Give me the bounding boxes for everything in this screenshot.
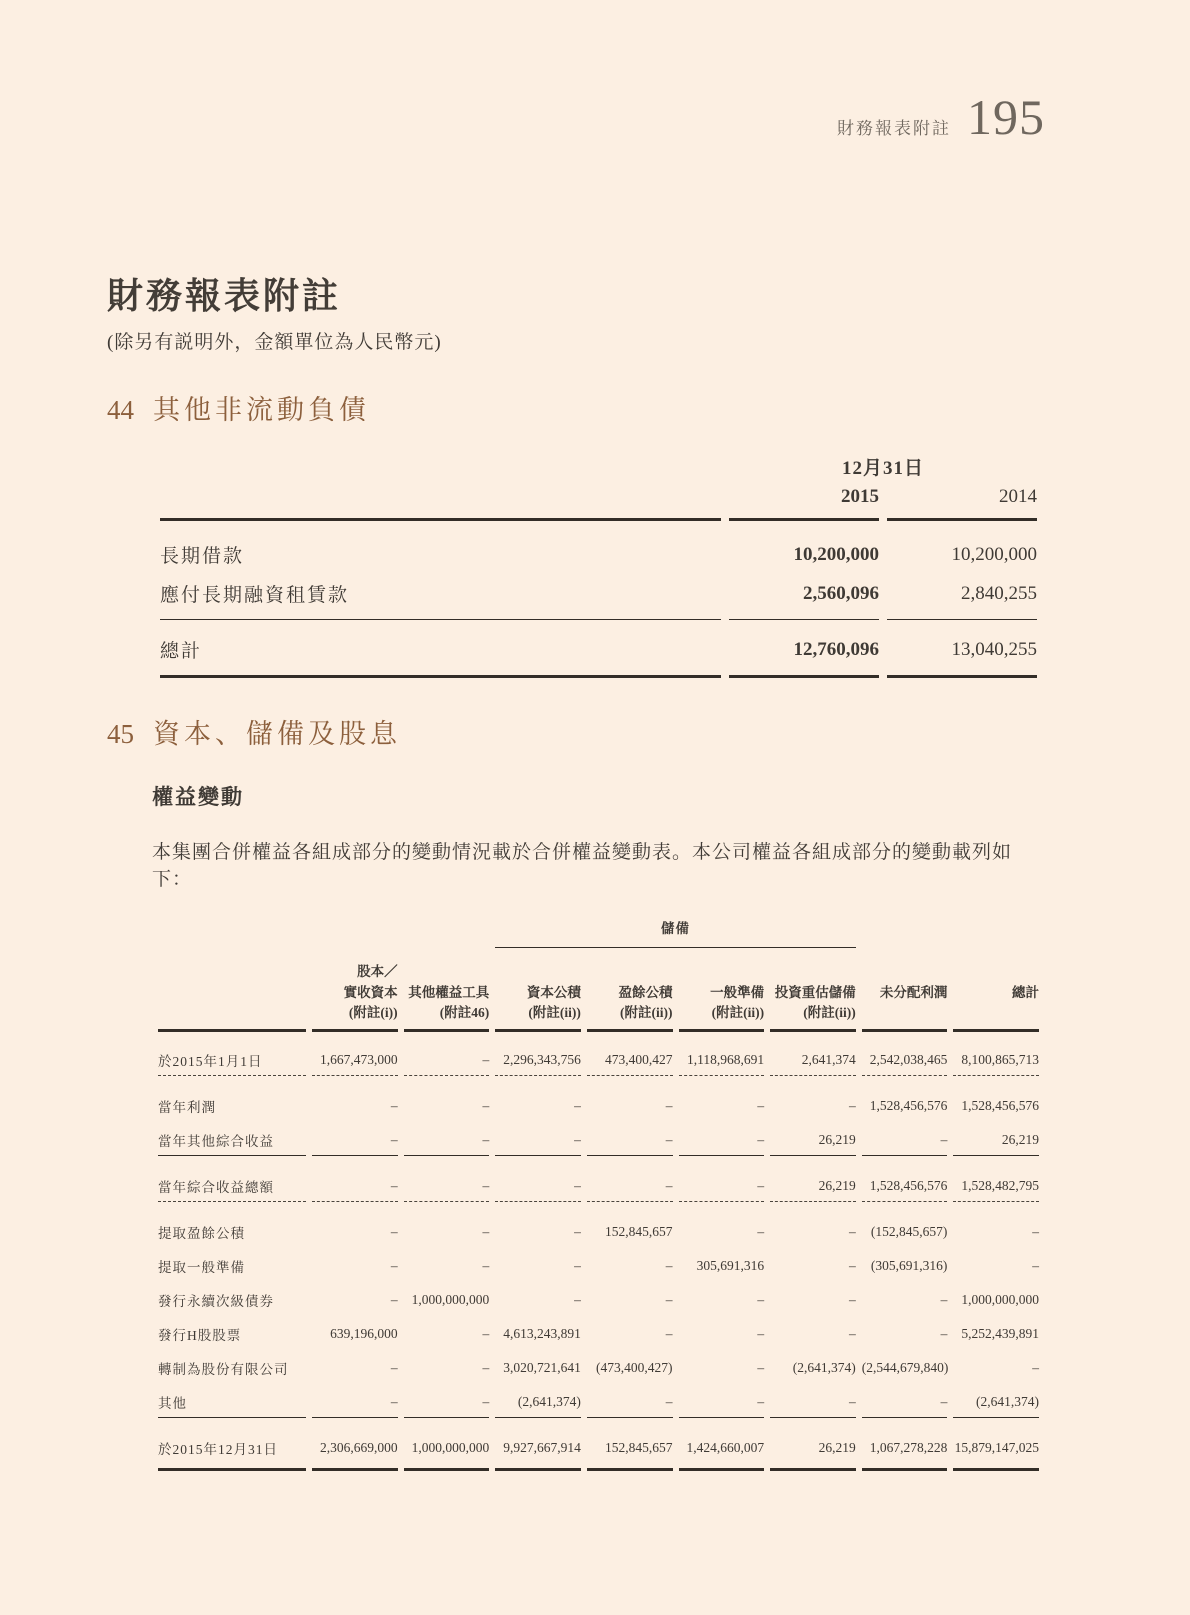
equity-row-value: – [404,1121,490,1156]
equity-row-label: 轉制為股份有限公司 [158,1362,289,1377]
equity-row-value: – [849,1292,856,1307]
equity-row-value: 5,252,439,891 [961,1326,1039,1341]
table1-row-value-2014: 10,200,000 [951,543,1037,565]
table1-date-header: 12月31日 [841,458,924,479]
equity-row-value: (305,691,316) [870,1258,948,1273]
equity-row-value: – [757,1326,765,1341]
equity-column-header-note: (附註46) [439,1004,490,1020]
equity-row-label: 當年綜合收益總額 [158,1156,306,1202]
equity-column-header [495,948,581,1032]
section-44-number: 44 [107,395,134,425]
equity-row-value: – [679,1121,765,1156]
equity-row-value: 1,424,660,007 [679,1418,765,1471]
equity-row-value: 1,528,456,576 [862,1156,948,1202]
table1-total-2015: 12,760,096 [729,620,879,678]
equity-row-value: 152,845,657 [605,1224,673,1239]
equity-row-value: 1,067,278,228 [862,1418,948,1471]
equity-column-header-note [862,1003,948,1023]
equity-table-header [158,919,1039,1032]
table1-row-value-2015: 2,560,096 [729,571,879,620]
equity-row-value: 1,000,000,000 [411,1292,490,1307]
equity-row-value: (2,641,374) [792,1360,856,1375]
spacer-cell [160,486,721,521]
equity-column-header-extra: 股本／ [357,964,398,980]
equity-column-header-extra [404,962,490,982]
equity-row-label: 當年其他綜合收益 [158,1121,306,1156]
equity-row-value: – [312,1156,398,1202]
equity-row-value: – [849,1326,856,1341]
equity-row-value: – [940,1292,948,1307]
equity-column-header-note: (附註(ii)) [803,1004,856,1020]
equity-row-value: 8,100,865,713 [953,1032,1039,1076]
equity-row-value: – [849,1098,856,1113]
equity-column-header-name: 實收資本 [343,984,398,1000]
equity-row-value: – [1032,1224,1039,1239]
equity-row-label: 提取盈餘公積 [158,1226,245,1241]
table1-row [160,521,1037,571]
table1-total-2014: 13,040,255 [887,620,1037,678]
equity-row-value: – [587,1383,673,1418]
equity-row-value: 473,400,427 [587,1032,673,1076]
spacer-cell [160,453,721,486]
other-noncurrent-liabilities-table [152,453,1045,678]
equity-row-value: – [679,1383,765,1418]
equity-row-value: – [390,1224,398,1239]
equity-table-row [158,1281,1039,1315]
equity-row-value: – [665,1258,673,1273]
running-header-label: 財務報表附註 [837,119,951,138]
equity-row-value: (2,641,374) [953,1383,1039,1418]
equity-row-label: 其他 [158,1383,306,1418]
table1-date-row [160,453,1037,486]
equity-column-header-note: (附註(ii)) [711,1004,765,1020]
running-header [837,88,1045,146]
equity-row-value: – [757,1292,765,1307]
equity-row-value: – [482,1360,490,1375]
equity-column-header-name: 總計 [1012,984,1039,1000]
equity-column-header-name: 未分配利潤 [879,984,948,1000]
table1-row-value-2014: 2,840,255 [887,571,1037,620]
equity-row-value: – [757,1360,765,1375]
equity-row-value: – [1032,1360,1039,1375]
table1-col-2015: 2015 [729,486,879,521]
table1-total [160,620,1037,678]
page-number: 195 [967,89,1045,145]
equity-row-value: – [849,1258,856,1273]
section-44-title: 其他非流動負債 [153,395,370,425]
equity-row-value: – [665,1098,673,1113]
equity-row-value: – [482,1098,490,1113]
equity-column-header-note: (附註(ii)) [620,1004,673,1020]
equity-row-label: 當年利潤 [158,1100,216,1115]
section-45-number: 45 [107,719,134,749]
equity-row-value: 1,118,968,691 [679,1032,765,1076]
equity-row-value: – [665,1292,673,1307]
page-content [107,268,1045,1471]
equity-table-row [158,1202,1039,1247]
equity-table-row [158,1247,1039,1281]
equity-row-label: 於2015年12月31日 [158,1418,306,1471]
page-title: 財務報表附註 [107,276,342,316]
equity-row-value: (2,641,374) [495,1383,581,1418]
equity-row-value: 1,000,000,000 [404,1418,490,1471]
equity-row-value: 9,927,667,914 [495,1418,581,1471]
equity-table-row [158,1032,1039,1076]
equity-row-value: – [482,1258,490,1273]
equity-row-value: – [390,1258,398,1273]
spacer-cell [158,919,489,948]
equity-row-value: – [940,1326,948,1341]
equity-column-header-extra [953,962,1039,982]
equity-column-header-name: 投資重估儲備 [774,984,856,1000]
equity-row-value: – [404,1032,490,1076]
equity-table-row [158,1121,1039,1156]
equity-row-value: 2,306,669,000 [312,1418,398,1471]
equity-row-value: – [312,1383,398,1418]
equity-row-value: 1,000,000,000 [961,1292,1039,1307]
spacer-cell [862,919,1039,948]
equity-row-value: – [574,1258,581,1273]
equity-row-value: 26,219 [770,1418,856,1471]
section-45-heading [107,712,1045,751]
page-subtitle: (除另有説明外，金額單位為人民幣元) [107,332,442,353]
equity-row-label: 提取一般準備 [158,1260,245,1275]
equity-column-header [679,948,765,1032]
equity-row-value: – [390,1292,398,1307]
equity-row-value: – [574,1098,581,1113]
equity-column-header [953,948,1039,1032]
equity-row-value: – [390,1098,398,1113]
equity-row-value: 1,528,456,576 [869,1098,948,1113]
equity-row-value: – [849,1224,856,1239]
equity-row-value: – [757,1098,765,1113]
equity-row-label: 發行H股股票 [158,1328,242,1343]
equity-table-row [158,1349,1039,1383]
equity-row-value: 15,879,147,025 [953,1418,1039,1471]
equity-row-value: 3,020,721,641 [503,1360,581,1375]
equity-row-value: 1,528,456,576 [961,1098,1039,1113]
equity-column-headers-row [158,948,1039,1032]
equity-row-value: 26,219 [770,1156,856,1202]
equity-column-header-note: (附註(ii)) [528,1004,581,1020]
equity-row-value: – [587,1121,673,1156]
equity-row-value: 639,196,000 [330,1326,398,1341]
equity-row-label: 於2015年1月1日 [158,1032,306,1076]
equity-row-value: 1,667,473,000 [312,1032,398,1076]
equity-row-value: 26,219 [770,1121,856,1156]
equity-row-value: – [390,1360,398,1375]
equity-row-value: – [312,1121,398,1156]
equity-column-header-extra [679,962,765,982]
equity-movement-table [152,919,1045,1471]
equity-column-header-name: 其他權益工具 [408,984,490,1000]
equity-row-value: – [404,1156,490,1202]
equity-row-value: (473,400,427) [596,1360,673,1375]
equity-row-value: – [862,1121,948,1156]
equity-row-value: 2,641,374 [770,1032,856,1076]
equity-table-row [158,1315,1039,1349]
equity-row-label: 發行永續次級債券 [158,1294,274,1309]
equity-table-row [158,1076,1039,1121]
equity-row-value: 2,542,038,465 [862,1032,948,1076]
reserves-group-header: 儲備 [495,919,856,948]
table1-col-2014: 2014 [887,486,1037,521]
equity-column-header [587,948,673,1032]
equity-row-value: – [770,1383,856,1418]
equity-column-header-extra [770,962,856,982]
equity-column-header-note [953,1003,1039,1023]
equity-row-value: – [587,1156,673,1202]
equity-row-value: – [482,1326,490,1341]
table1-row-value-2015: 10,200,000 [793,543,879,565]
equity-row-value: – [495,1156,581,1202]
equity-row-value: – [482,1224,490,1239]
table1-row-label: 應付長期融資租賃款 [160,571,721,620]
table1-total-label: 總計 [160,620,721,678]
equity-row-value: – [574,1224,581,1239]
equity-column-header-extra [495,962,581,982]
equity-row-value: 4,613,243,891 [503,1326,581,1341]
equity-column-header [312,948,398,1032]
equity-row-value: 2,296,343,756 [495,1032,581,1076]
equity-movement-subheading: 權益變動 [152,785,244,809]
equity-row-value: – [495,1121,581,1156]
spacer-cell [158,948,306,1032]
equity-row-value: 26,219 [953,1121,1039,1156]
table1-header [160,453,1037,521]
equity-row-value: – [1032,1258,1039,1273]
equity-row-value: – [574,1292,581,1307]
equity-row-value: 305,691,316 [696,1258,765,1273]
equity-table-body [158,1032,1039,1471]
equity-row-value: 1,528,482,795 [953,1156,1039,1202]
equity-column-header [404,948,490,1032]
table1-year-row [160,486,1037,521]
equity-row-value: – [665,1326,673,1341]
equity-column-header [770,948,856,1032]
table1-total-row [160,620,1037,678]
table1-row-label: 長期借款 [160,546,245,567]
equity-row-value: – [679,1156,765,1202]
equity-table-row [158,1418,1039,1471]
section-45-title: 資本、儲備及股息 [153,719,401,749]
equity-column-header-name: 一般準備 [710,984,765,1000]
equity-column-header-name: 資本公積 [526,984,581,1000]
equity-movement-paragraph: 本集團合併權益各組成部分的變動情況載於合併權益變動表。本公司權益各組成部分的變動載列如下： [152,842,1013,890]
equity-row-value: – [404,1383,490,1418]
equity-row-value: – [757,1224,765,1239]
equity-row-value: (2,544,679,840) [861,1360,949,1375]
reserves-group-row [158,919,1039,948]
equity-row-value: 152,845,657 [587,1418,673,1471]
table1-body [160,521,1037,620]
equity-row-value: (152,845,657) [870,1224,948,1239]
equity-column-header-name: 盈餘公積 [618,984,673,1000]
section-44-heading [107,388,1045,427]
table1-row [160,571,1037,620]
equity-table-row [158,1383,1039,1418]
equity-column-header-extra [587,962,673,982]
equity-table-row [158,1156,1039,1202]
equity-column-header [862,948,948,1032]
equity-column-header-note: (附註(i)) [348,1004,398,1020]
equity-row-value: – [862,1383,948,1418]
equity-column-header-extra [862,962,948,982]
